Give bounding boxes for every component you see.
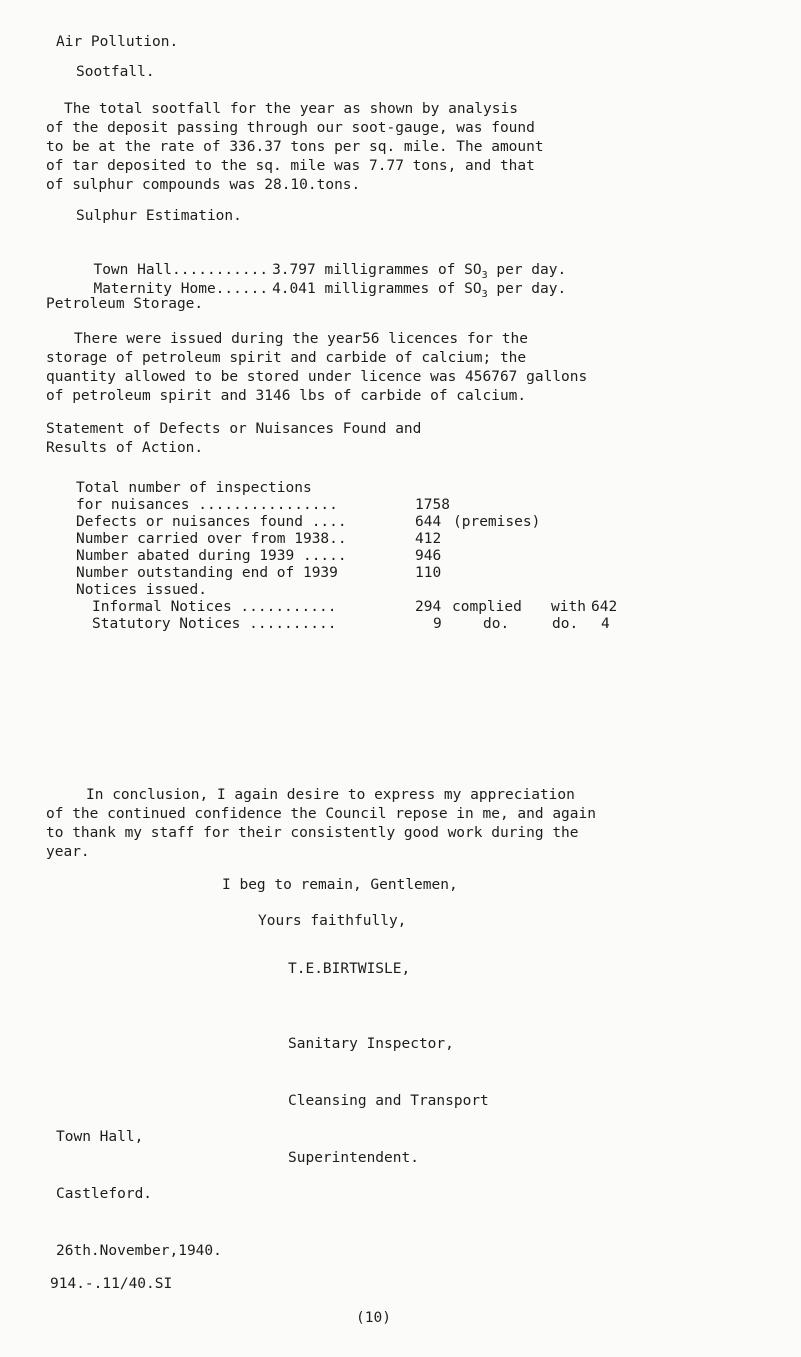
defects-label: for nuisances ................	[76, 497, 338, 513]
sulphur-label: Town Hall...........	[93, 262, 269, 278]
defects-label: Number abated during 1939 .....	[76, 548, 347, 564]
defects-value: 412	[415, 531, 442, 547]
petroleum-line: of petroleum spirit and 3146 lbs of carbide of calcium.	[46, 388, 527, 404]
print-code: 914.-.11/40.SI	[50, 1276, 173, 1292]
signatory-title-line: Sanitary Inspector,	[288, 1036, 454, 1052]
signatory-title-line: Superintendent.	[288, 1150, 419, 1166]
page-number: (10)	[356, 1310, 391, 1326]
sootfall-line: of the deposit passing through our soot-gauge, was found	[46, 120, 535, 136]
notices-value: 294	[415, 599, 442, 615]
sootfall-line: of sulphur compounds was 28.10.tons.	[46, 177, 361, 193]
address-line: 26th.November,1940.	[56, 1243, 222, 1259]
sulphur-value: 4.041	[272, 281, 316, 297]
closing-remain: I beg to remain, Gentlemen,	[222, 877, 458, 893]
defects-label: Total number of inspections	[76, 480, 312, 496]
page-heading: Air Pollution.	[56, 34, 179, 50]
conclusion-paragraph	[46, 786, 596, 862]
sulphur-title: Sulphur Estimation.	[76, 208, 242, 224]
defects-label: Number carried over from 1938..	[76, 531, 347, 547]
sootfall-title: Sootfall.	[76, 64, 155, 80]
sulphur-subscript: 3	[481, 288, 488, 300]
sulphur-value: 3.797	[272, 262, 316, 278]
notices-label: Statutory Notices ..........	[92, 616, 337, 632]
address-line: Town Hall,	[56, 1129, 144, 1145]
sulphur-row-town-hall	[76, 242, 567, 281]
sulphur-unit: milligrammes of SO	[324, 262, 482, 278]
defects-label: Number outstanding end of 1939	[76, 565, 338, 581]
notices-with: with	[551, 599, 586, 615]
sulphur-row-maternity-home	[76, 261, 567, 300]
conclusion-line: of the continued confidence the Council repose in me, and again	[46, 806, 596, 822]
signatory-name: T.E.BIRTWISLE,	[288, 961, 411, 977]
defects-value: 110	[415, 565, 442, 581]
sulphur-subscript: 3	[481, 269, 488, 281]
conclusion-line: year.	[46, 844, 90, 860]
signatory-title	[288, 997, 489, 1187]
defects-value: 644	[415, 514, 442, 530]
notices-count: 4	[601, 616, 610, 632]
notices-value: 9	[433, 616, 442, 632]
petroleum-paragraph	[46, 330, 587, 406]
petroleum-line: quantity allowed to be stored under licence was 456767 gallons	[46, 369, 588, 385]
sulphur-tail: per day.	[496, 262, 567, 278]
notices-label: Informal Notices ...........	[92, 599, 337, 615]
notices-with: do.	[552, 616, 579, 632]
petroleum-line: There were issued during the year56 licences for the	[74, 331, 528, 347]
sootfall-line: to be at the rate of 336.37 tons per sq. mile. The amount	[46, 139, 544, 155]
sulphur-unit: milligrammes of SO	[324, 281, 482, 297]
petroleum-line: storage of petroleum spirit and carbide of calcium; the	[46, 350, 527, 366]
defects-note: (premises)	[453, 514, 541, 530]
notices-complied: complied	[452, 599, 522, 615]
address-line: Castleford.	[56, 1186, 153, 1202]
sootfall-line: The total sootfall for the year as shown by analysis	[64, 101, 518, 117]
sulphur-label: Maternity Home......	[93, 281, 269, 297]
defects-title-line: Statement of Defects or Nuisances Found and	[46, 421, 422, 437]
defects-value: 1758	[415, 497, 450, 513]
sootfall-line: of tar deposited to the sq. mile was 7.77 tons, and that	[46, 158, 535, 174]
notices-count: 642	[591, 599, 618, 615]
notices-complied: do.	[483, 616, 510, 632]
defects-title	[46, 420, 421, 458]
defects-title-line: Results of Action.	[46, 440, 204, 456]
address-block	[56, 1090, 222, 1280]
conclusion-line: to thank my staff for their consistently good work during the	[46, 825, 579, 841]
petroleum-title: Petroleum Storage.	[46, 296, 204, 312]
defects-value: 946	[415, 548, 442, 564]
closing-faithfully: Yours faithfully,	[258, 913, 407, 929]
conclusion-line: In conclusion, I again desire to express my appreciation	[86, 787, 575, 803]
signatory-title-line: Cleansing and Transport	[288, 1093, 489, 1109]
sulphur-tail: per day.	[496, 281, 567, 297]
defects-label: Defects or nuisances found ....	[76, 514, 347, 530]
sootfall-paragraph	[46, 100, 544, 195]
defects-label: Notices issued.	[76, 582, 207, 598]
